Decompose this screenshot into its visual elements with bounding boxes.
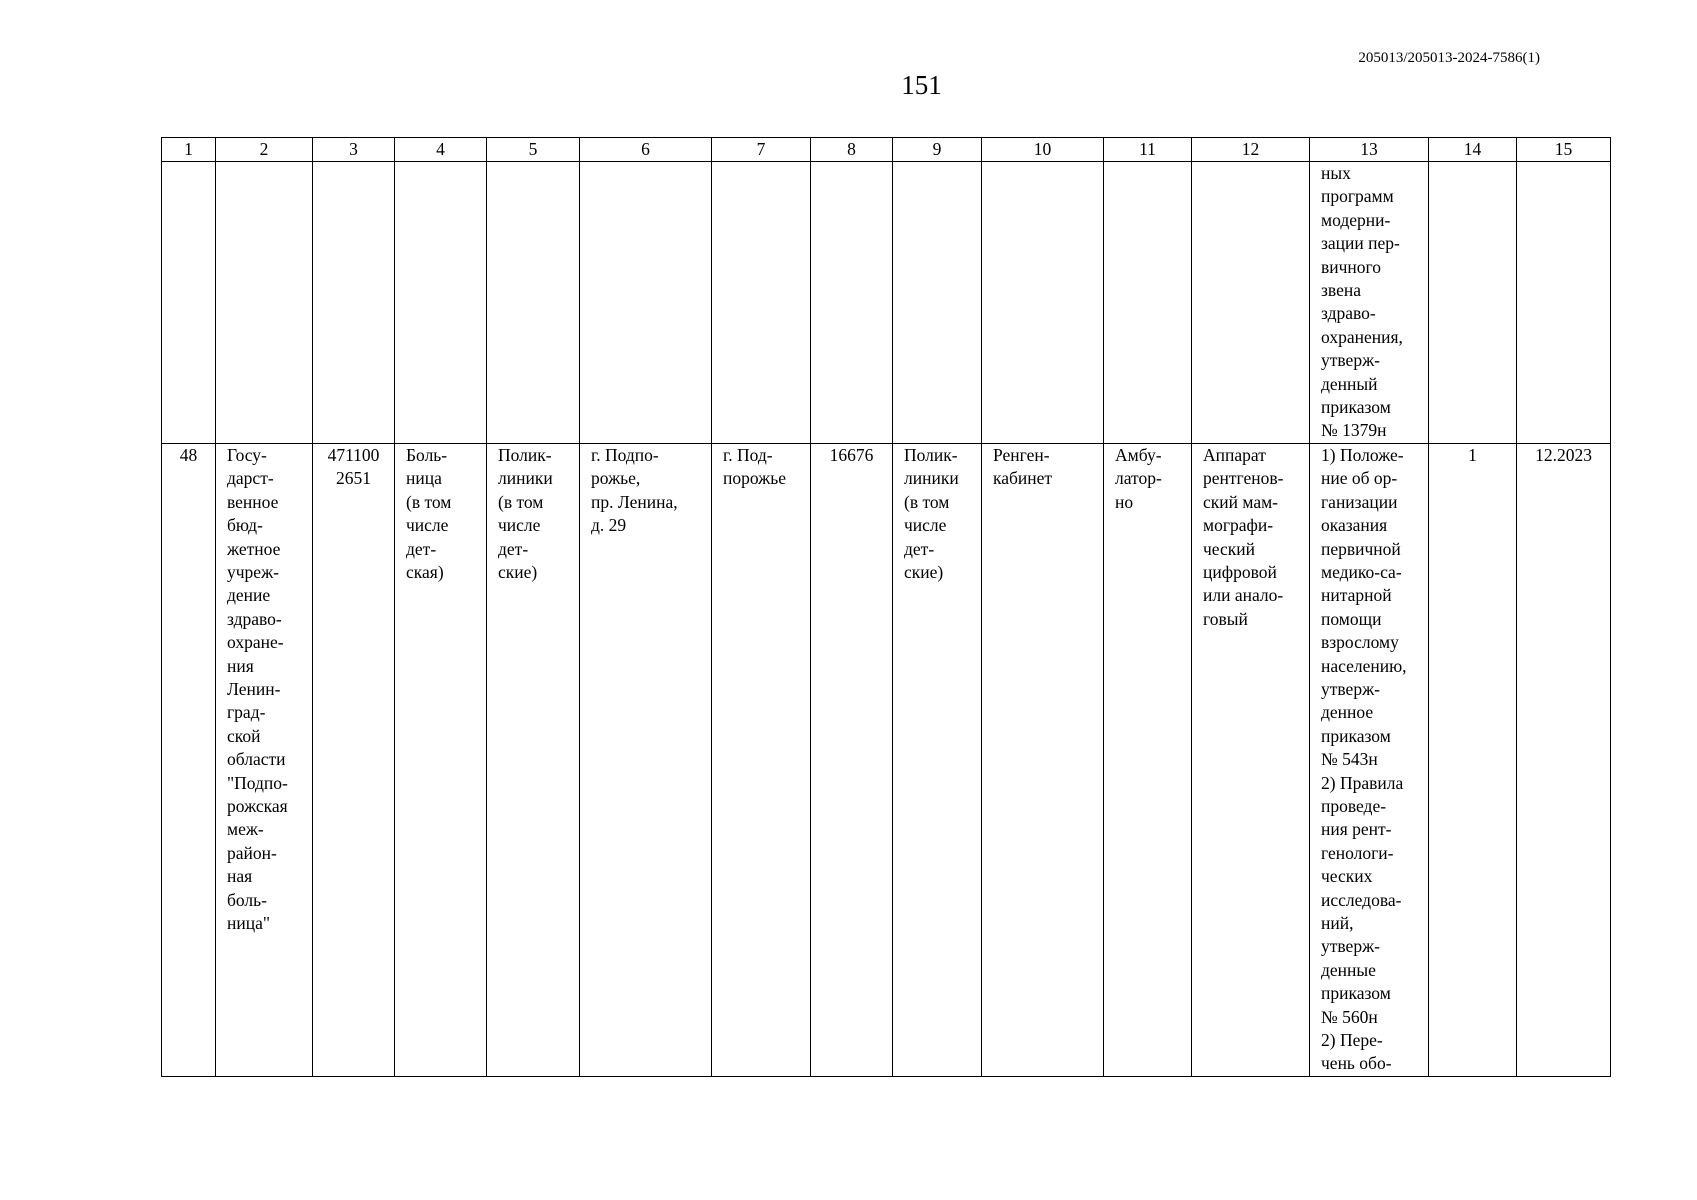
table-cell xyxy=(1192,162,1310,444)
table-cell xyxy=(811,162,893,444)
population-cell: 16676 xyxy=(811,443,893,1076)
column-header: 7 xyxy=(712,138,811,162)
table-cell xyxy=(580,162,712,444)
page-number: 151 xyxy=(901,70,942,100)
column-header: 5 xyxy=(487,138,580,162)
table-cell xyxy=(1104,162,1192,444)
column-header: 2 xyxy=(216,138,313,162)
subdivision-type-cell: Полик- линики (в том числе дет- ские) xyxy=(487,443,580,1076)
register-table xyxy=(161,137,1611,1077)
column-header: 9 xyxy=(893,138,982,162)
table-cell xyxy=(395,162,487,444)
column-header: 4 xyxy=(395,138,487,162)
date-cell: 12.2023 xyxy=(1517,443,1611,1076)
document-id: 205013/205013-2024-7586(1) xyxy=(1358,50,1540,66)
column-header: 14 xyxy=(1429,138,1517,162)
address-cell: г. Подпо- рожье, пр. Ленина, д. 29 xyxy=(580,443,712,1076)
room-cell: Ренген- кабинет xyxy=(982,443,1104,1076)
column-header: 13 xyxy=(1310,138,1429,162)
unit-type-cell: Полик- линики (в том числе дет- ские) xyxy=(893,443,982,1076)
row-number-cell: 48 xyxy=(162,443,216,1076)
quantity-cell: 1 xyxy=(1429,443,1517,1076)
column-header: 3 xyxy=(313,138,395,162)
table-cell xyxy=(162,162,216,444)
table-row-48 xyxy=(162,443,1611,1076)
column-header: 6 xyxy=(580,138,712,162)
column-header: 10 xyxy=(982,138,1104,162)
organization-name-cell: Госу- дарст- венное бюд- жетное учреж- дение здраво- охране- ния Ленин- град- ской области "Подпо- рожская меж- район- ная боль- ница" xyxy=(216,443,313,1076)
column-number-row xyxy=(162,138,1611,162)
table-cell xyxy=(313,162,395,444)
facility-type-cell: Боль- ница (в том числе дет- ская) xyxy=(395,443,487,1076)
table-row-continued xyxy=(162,162,1611,444)
legal-basis-cell: 1) Положе- ние об ор- ганизации оказания первичной медико-са- нитарной помощи взрослому населению, утверж- денное приказом № 543н 2) Правила проведе- ния рент- генологи- ческих исследова- ний, утверж- денные приказом № 560н 2) Пере- чень обо- xyxy=(1310,443,1429,1076)
table-cell xyxy=(487,162,580,444)
locality-cell: г. Под- порожье xyxy=(712,443,811,1076)
legal-basis-cell: ных программ модерни- зации пер- вичного звена здраво- охранения, утверж- денный приказом № 1379н xyxy=(1310,162,1429,444)
table-cell xyxy=(1517,162,1611,444)
inn-cell: 471100 2651 xyxy=(313,443,395,1076)
table-cell xyxy=(1429,162,1517,444)
column-header: 15 xyxy=(1517,138,1611,162)
table-cell xyxy=(216,162,313,444)
table-cell xyxy=(893,162,982,444)
equipment-cell: Аппарат рентгенов- ский мам- мографи- ческий цифровой или анало- говый xyxy=(1192,443,1310,1076)
table-cell xyxy=(712,162,811,444)
care-conditions-cell: Амбу- латор- но xyxy=(1104,443,1192,1076)
column-header: 11 xyxy=(1104,138,1192,162)
column-header: 1 xyxy=(162,138,216,162)
column-header: 12 xyxy=(1192,138,1310,162)
table-cell xyxy=(982,162,1104,444)
column-header: 8 xyxy=(811,138,893,162)
